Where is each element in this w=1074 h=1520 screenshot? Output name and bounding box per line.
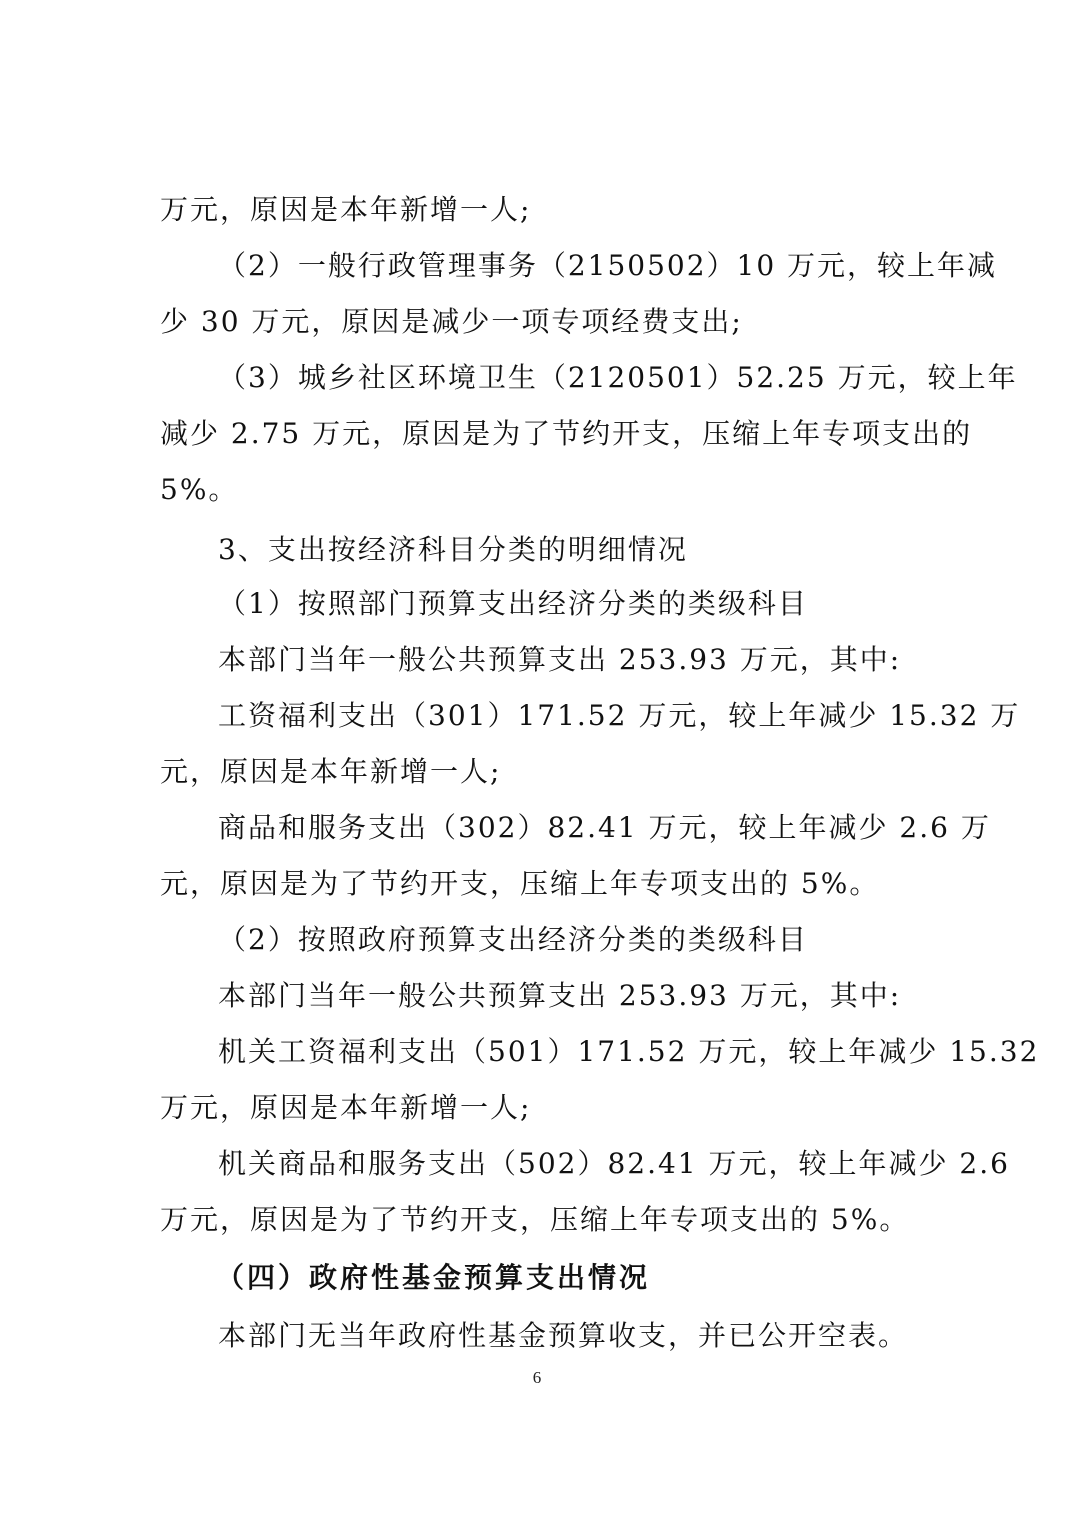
text-line: 工资福利支出（301）171.52 万元，较上年减少 15.32 万: [218, 699, 1021, 732]
section-subheading: 3、支出按经济科目分类的明细情况: [218, 533, 688, 566]
text-line: 商品和服务支出（302）82.41 万元，较上年减少 2.6 万: [218, 811, 991, 844]
text-line: （2）一般行政管理事务（2150502）10 万元，较上年减: [218, 249, 998, 282]
text-line: （1）按照部门预算支出经济分类的类级科目: [218, 587, 808, 620]
text-line: 减少 2.75 万元，原因是为了节约开支，压缩上年专项支出的: [160, 417, 973, 450]
text-line: 本部门无当年政府性基金预算收支，并已公开空表。: [218, 1319, 909, 1352]
text-line: 万元，原因是为了节约开支，压缩上年专项支出的 5%。: [160, 1203, 910, 1236]
text-line: 机关商品和服务支出（502）82.41 万元，较上年减少 2.6: [218, 1147, 1010, 1180]
text-line: 本部门当年一般公共预算支出 253.93 万元，其中:: [218, 979, 902, 1012]
text-line: 少 30 万元，原因是减少一项专项经费支出;: [160, 305, 743, 338]
text-line: 5%。: [160, 473, 239, 506]
text-line: 元，原因是本年新增一人;: [160, 755, 502, 788]
text-line: 机关工资福利支出（501）171.52 万元，较上年减少 15.32: [218, 1035, 1040, 1068]
text-line: 本部门当年一般公共预算支出 253.93 万元，其中:: [218, 643, 902, 676]
section-heading: （四）政府性基金预算支出情况: [216, 1261, 651, 1294]
text-line: 万元，原因是本年新增一人;: [160, 1091, 532, 1124]
text-line: 元，原因是为了节约开支，压缩上年专项支出的 5%。: [160, 867, 880, 900]
page-number: 6: [532, 1368, 542, 1387]
text-line: 万元，原因是本年新增一人;: [160, 193, 532, 226]
text-line: （3）城乡社区环境卫生（2120501）52.25 万元，较上年: [218, 361, 1018, 394]
text-line: （2）按照政府预算支出经济分类的类级科目: [218, 923, 808, 956]
